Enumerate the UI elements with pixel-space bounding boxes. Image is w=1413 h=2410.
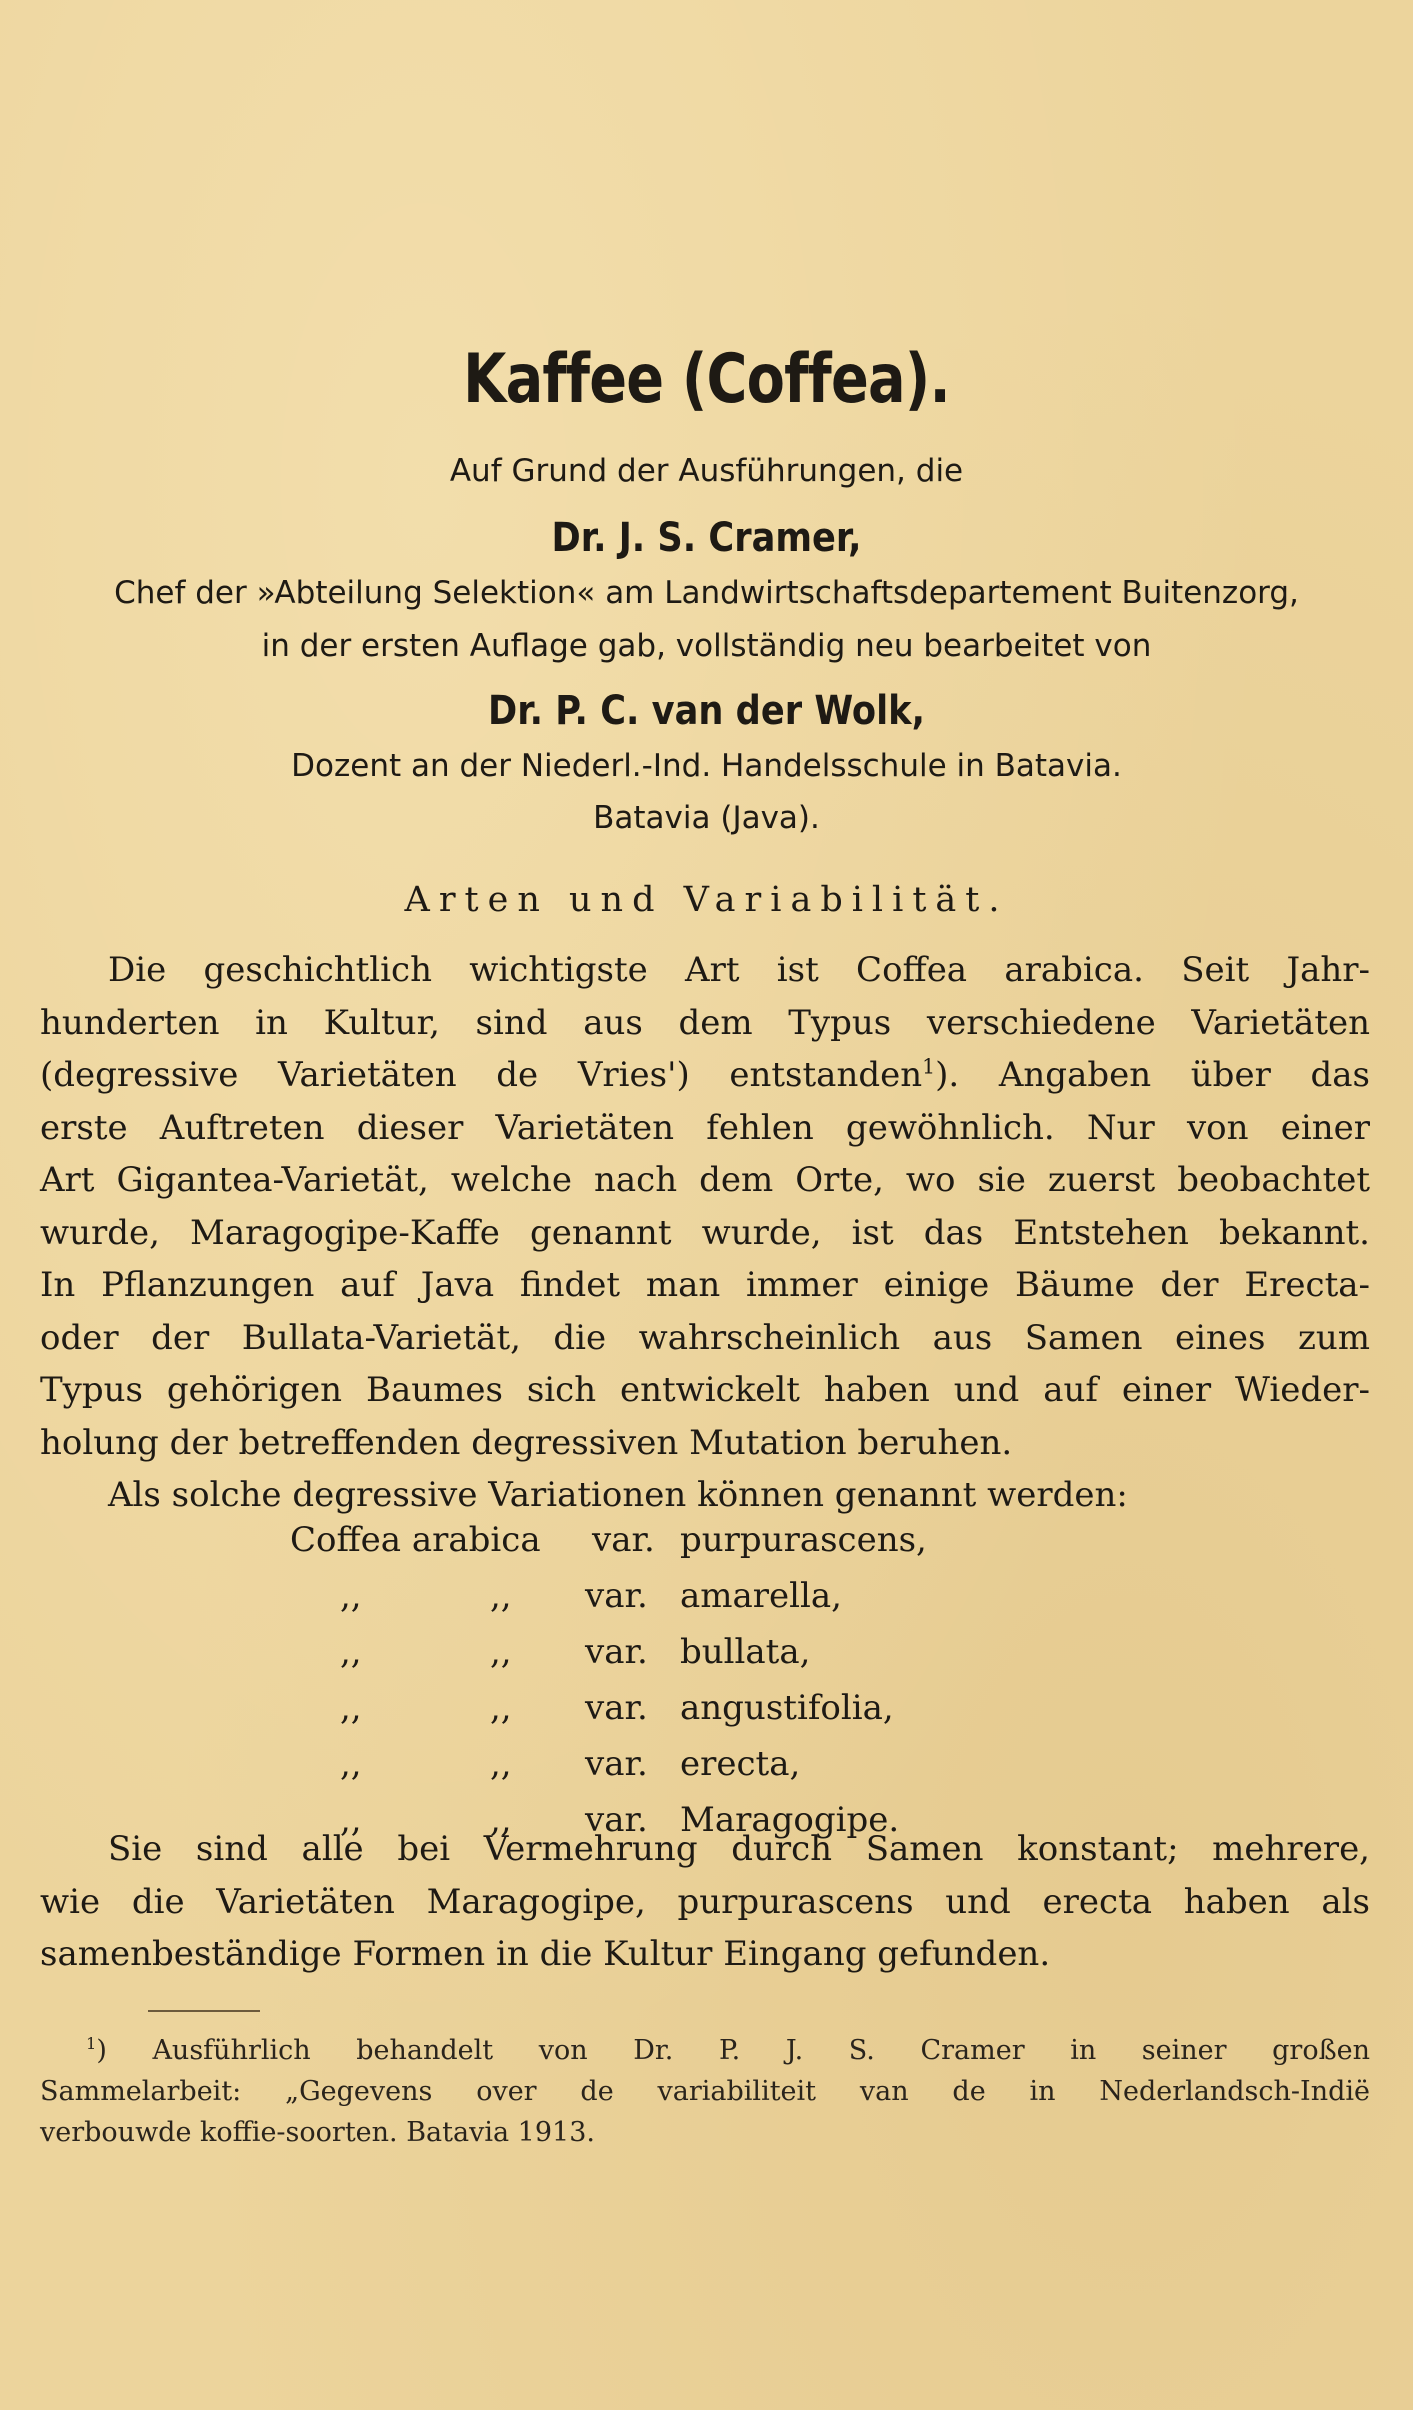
footnote-ref: 1 <box>922 1054 936 1079</box>
paragraph-line: samenbeständige Formen in die Kultur Eingang gefunden. <box>40 1934 1051 1974</box>
paragraph-line: Die geschichtlich wichtigste Art ist Coffea arabica. Seit Jahr- <box>108 950 1370 990</box>
variety-var: var. <box>585 1632 648 1672</box>
paragraph-line: In Pflanzungen auf Java findet man immer einige Bäume der Erecta- <box>40 1265 1370 1305</box>
ditto-mark: ,, <box>340 1632 362 1672</box>
list-item <box>0 1512 1413 1568</box>
variety-name: Maragogipe. <box>680 1800 900 1840</box>
paragraph-line-tail: ). Angaben über das <box>935 1055 1370 1095</box>
author-van-der-wolk-role: Dozent an der Niederl.-Ind. Handelsschule in Batavia. <box>291 748 1122 784</box>
footnote-divider <box>148 2010 260 2012</box>
variety-var: var. <box>585 1744 648 1784</box>
edition-note: in der ersten Auflage gab, vollständig neu bearbeitet von <box>261 628 1152 664</box>
paragraph-line: wurde, Maragogipe-Kaffe genannt wurde, ist das Entstehen bekannt. <box>40 1212 1370 1253</box>
paragraph-line-footnote <box>40 1049 1370 1102</box>
variety-genus: Coffea arabica <box>290 1520 541 1560</box>
paragraph-line: oder der Bullata-Varietät, die wahrscheinlich aus Samen eines zum <box>40 1317 1370 1358</box>
ditto-mark: ,, <box>340 1688 362 1728</box>
page-title: Kaffee (Coffea). <box>463 340 950 419</box>
variety-name: purpurascens, <box>680 1520 927 1560</box>
variety-var: var. <box>585 1576 648 1616</box>
footnote <box>40 2030 1370 2153</box>
ditto-mark: ,, <box>490 1800 512 1840</box>
variety-var: var. <box>585 1800 648 1840</box>
footnote-line: Sammelarbeit: „Gegevens over de variabiliteit van de in Nederlandsch-Indië <box>40 2076 1370 2107</box>
paragraph-line: Typus gehörigen Baumes sich entwickelt haben und auf einer Wieder- <box>40 1370 1370 1410</box>
paragraph-line: Art Gigantea-Varietät, welche nach dem Orte, wo sie zuerst beobachtet <box>40 1160 1370 1200</box>
paragraph-line: holung der betreffenden degressiven Mutation beruhen. <box>40 1422 1013 1463</box>
variety-name: bullata, <box>680 1632 811 1672</box>
list-intro: Als solche degressive Variationen können genannt werden: <box>108 1475 1128 1515</box>
footnote-text: ) Ausführlich behandelt von Dr. P. J. S. Cramer in seiner großen <box>96 2035 1370 2066</box>
author-van-der-wolk: Dr. P. C. van der Wolk, <box>488 688 925 734</box>
footnote-line <box>40 2030 1370 2071</box>
list-item <box>0 1680 1413 1736</box>
variety-var: var. <box>585 1688 648 1728</box>
list-item <box>0 1624 1413 1680</box>
variety-name: amarella, <box>680 1576 842 1616</box>
ditto-mark: ,, <box>340 1576 362 1616</box>
list-item <box>0 1736 1413 1792</box>
location-line: Batavia (Java). <box>593 800 820 836</box>
footnote-marker: 1 <box>86 2034 97 2053</box>
ditto-mark: ,, <box>490 1688 512 1728</box>
paragraph-line: erste Auftreten dieser Varietäten fehlen gewöhnlich. Nur von einer <box>40 1107 1370 1148</box>
variety-var: var. <box>592 1520 655 1560</box>
ditto-mark: ,, <box>490 1744 512 1784</box>
list-item <box>0 1568 1413 1624</box>
paragraph-line: wie die Varietäten Maragogipe, purpurascens und erecta haben als <box>40 1881 1370 1922</box>
paragraph-line-text: (degressive Varietäten de Vries') entstanden <box>40 1055 923 1095</box>
section-heading: Arten und Variabilität. <box>404 880 1009 920</box>
author-cramer-role: Chef der »Abteilung Selektion« am Landwirtschaftsdepartement Buitenzorg, <box>114 575 1299 611</box>
footnote-line: verbouwde koffie-soorten. Batavia 1913. <box>40 2117 595 2148</box>
variety-name: erecta, <box>680 1744 801 1784</box>
paragraph-line: hunderten in Kultur, sind aus dem Typus verschiedene Varietäten <box>40 1002 1370 1043</box>
paragraph-1 <box>40 944 1370 1522</box>
ditto-mark: ,, <box>340 1800 362 1840</box>
variety-list <box>0 1512 1413 1848</box>
intro-line: Auf Grund der Ausführungen, die <box>449 453 964 489</box>
variety-name: angustifolia, <box>680 1688 894 1728</box>
ditto-mark: ,, <box>490 1576 512 1616</box>
paragraph-line: Sie sind alle bei Vermehrung durch Samen konstant; mehrere, <box>108 1829 1370 1869</box>
ditto-mark: ,, <box>490 1632 512 1672</box>
paragraph-2 <box>40 1823 1370 1981</box>
author-cramer: Dr. J. S. Cramer, <box>551 515 862 561</box>
ditto-mark: ,, <box>340 1744 362 1784</box>
